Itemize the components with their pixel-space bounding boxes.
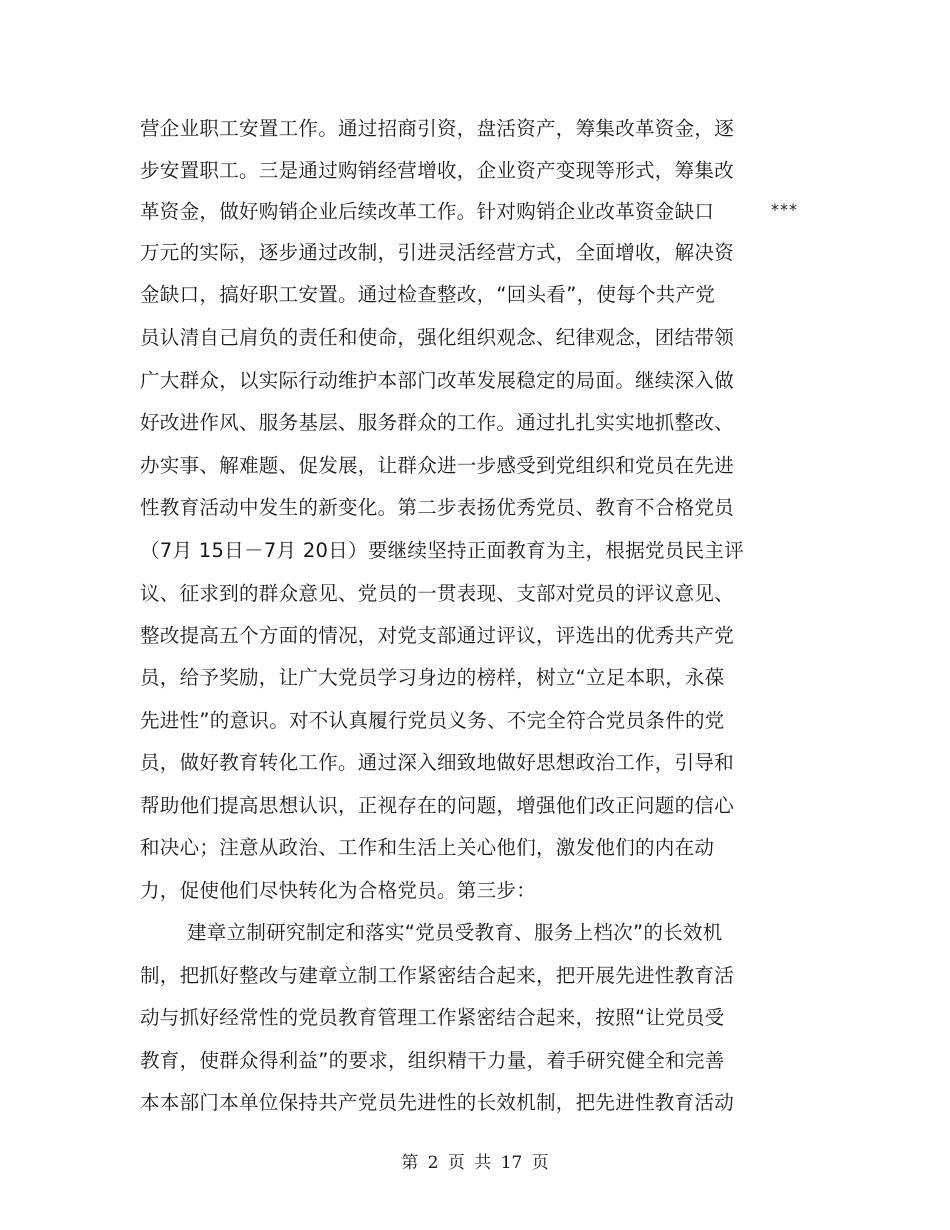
body-text-line: 办实事、解难题、促发展，让群众进一步感受到党组织和党员在先进 xyxy=(140,454,735,477)
body-text-line: 整改提高五个方面的情况，对党支部通过评议，评选出的优秀共产党 xyxy=(140,624,735,647)
margin-mark: *** xyxy=(771,200,798,219)
body-text-line: 员，做好教育转化工作。通过深入细致地做好思想政治工作，引导和 xyxy=(140,751,735,774)
body-text-line: 性教育活动中发生的新变化。第二步表扬优秀党员、教育不合格党员 xyxy=(140,496,735,519)
body-text-line: 帮助他们提高思想认识，正视存在的问题，增强他们改正问题的信心 xyxy=(140,794,735,817)
body-text-line: 好改进作风、服务基层、服务群众的工作。通过扎扎实实地抓整改、 xyxy=(140,411,735,434)
body-text-line: （7月 15日－7月 20日）要继续坚持正面教育为主，根据党员民主评 xyxy=(140,539,745,562)
body-text-line: 金缺口，搞好职工安置。通过检查整改，“回头看”，使每个共产党 xyxy=(140,283,716,306)
body-text-line: 员认清自己肩负的责任和使命，强化组织观念、纪律观念，团结带领 xyxy=(140,326,735,349)
body-text-line: 革资金，做好购销企业后续改革工作。针对购销企业改革资金缺口 xyxy=(140,200,715,223)
body-text-line: 广大群众，以实际行动维护本部门改革发展稳定的局面。继续深入做 xyxy=(140,369,735,392)
body-text-line: 本本部门本单位保持共产党员先进性的长效机制，把先进性教育活动 xyxy=(140,1091,735,1114)
paragraph-first-line: 建章立制研究制定和落实“党员受教育、服务上档次”的长效机 xyxy=(187,921,723,944)
body-text-line: 教育，使群众得利益”的要求，组织精干力量，着手研究健全和完善 xyxy=(140,1049,725,1072)
body-text-line: 先进性”的意识。对不认真履行党员义务、不完全符合党员条件的党 xyxy=(140,709,725,732)
body-text-line: 议、征求到的群众意见、党员的一贯表现、支部对党员的评议意见、 xyxy=(140,582,735,605)
body-text-line: 动与抓好经常性的党员教育管理工作紧密结合起来，按照“让党员受 xyxy=(140,1006,725,1029)
body-text-line: 和决心；注意从政治、工作和生活上关心他们，激发他们的内在动 xyxy=(140,836,715,859)
body-text-line: 员，给予奖励，让广大党员学习身边的榜样，树立“立足本职，永葆 xyxy=(140,666,725,689)
body-text-line: 制，把抓好整改与建章立制工作紧密结合起来，把开展先进性教育活 xyxy=(140,964,735,987)
body-text-line: 营企业职工安置工作。通过招商引资，盘活资产，筹集改革资金，逐 xyxy=(140,117,735,140)
page-number-footer: 第 2 页 共 17 页 xyxy=(401,1153,549,1173)
body-text-line: 力，促使他们尽快转化为合格党员。第三步： xyxy=(140,879,537,902)
body-text-line: 步安置职工。三是通过购销经营增收，企业资产变现等形式，筹集改 xyxy=(140,159,735,182)
body-text-line: 万元的实际，逐步通过改制，引进灵活经营方式，全面增收，解决资 xyxy=(140,241,735,264)
